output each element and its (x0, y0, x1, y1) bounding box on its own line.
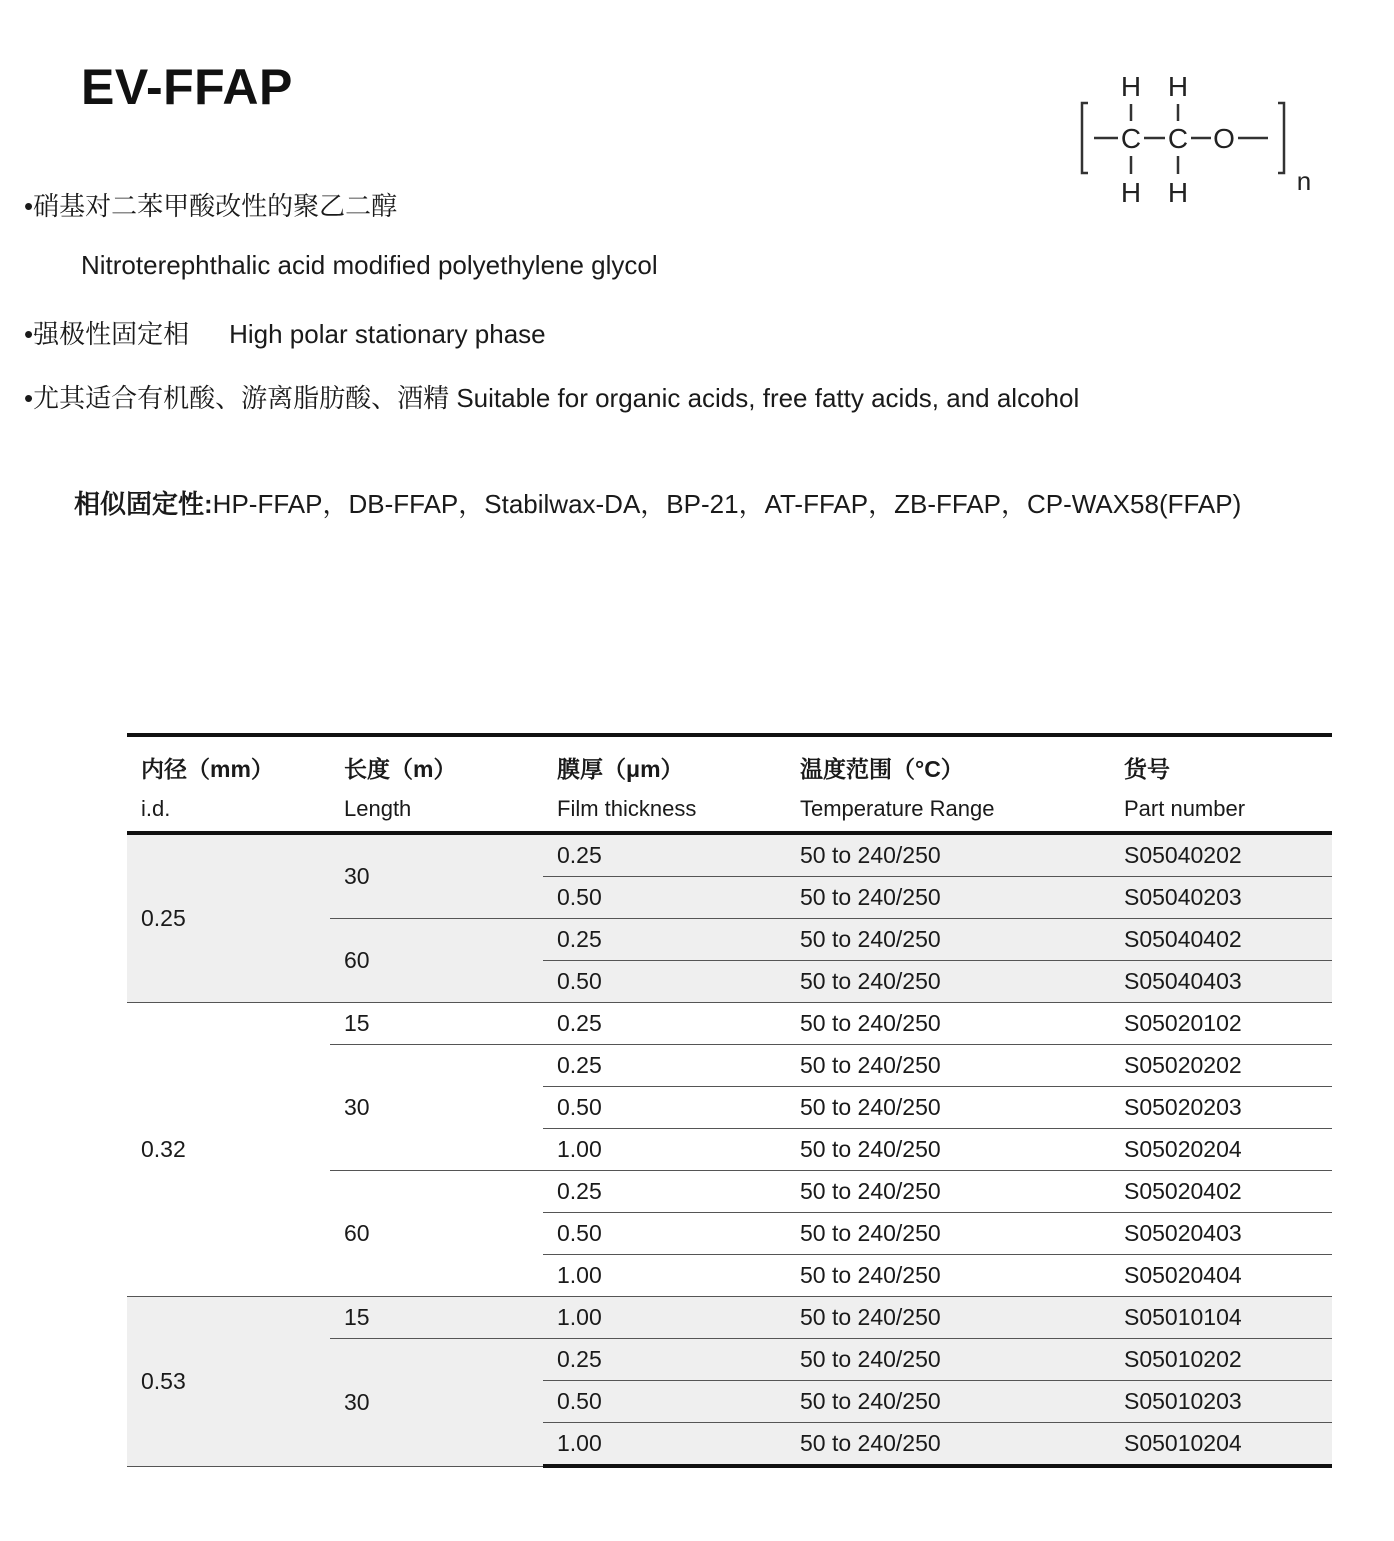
formula-atom: H (1120, 71, 1142, 102)
header-cn: 膜厚（μm） (557, 756, 684, 782)
length-cell: 60 (330, 919, 543, 1003)
part-cell: S05020204 (1110, 1129, 1332, 1171)
table-row (127, 1003, 1332, 1045)
formula-atom: C (1167, 123, 1189, 154)
structural-formula (1068, 66, 1328, 216)
chinese-name: •硝基对二苯甲酸改性的聚乙二醇 (24, 191, 398, 221)
film-cell: 1.00 (543, 1297, 786, 1339)
length-cell: 30 (330, 833, 543, 919)
header-temp (786, 735, 1110, 833)
length-cell: 30 (330, 1045, 543, 1171)
header-en: Part number (1124, 796, 1246, 821)
film-cell: 0.25 (543, 919, 786, 961)
formula-atom: H (1167, 177, 1189, 208)
similar-phases (74, 484, 1241, 521)
header-en: Film thickness (557, 796, 697, 821)
header-en: Length (344, 796, 412, 821)
length-cell: 60 (330, 1171, 543, 1297)
length-cell: 15 (330, 1297, 543, 1339)
part-cell: S05020402 (1110, 1171, 1332, 1213)
film-cell: 1.00 (543, 1129, 786, 1171)
header-en: i.d. (141, 796, 171, 821)
length-cell: 15 (330, 1003, 543, 1045)
temp-cell: 50 to 240/250 (786, 1129, 1110, 1171)
film-cell: 0.25 (543, 1171, 786, 1213)
film-cell: 1.00 (543, 1255, 786, 1297)
temp-cell: 50 to 240/250 (786, 919, 1110, 961)
table-header-row (127, 735, 1332, 833)
header-cn: 长度（m） (344, 756, 457, 782)
temp-cell: 50 to 240/250 (786, 877, 1110, 919)
film-cell: 1.00 (543, 1423, 786, 1467)
part-cell: S05020102 (1110, 1003, 1332, 1045)
film-cell: 0.50 (543, 961, 786, 1003)
header-film (543, 735, 786, 833)
film-cell: 0.50 (543, 877, 786, 919)
film-cell: 0.25 (543, 1045, 786, 1087)
part-cell: S05020403 (1110, 1213, 1332, 1255)
polarity-line (24, 314, 546, 351)
id-cell: 0.25 (127, 833, 330, 1003)
temp-cell: 50 to 240/250 (786, 1339, 1110, 1381)
film-cell: 0.50 (543, 1381, 786, 1423)
part-cell: S05010202 (1110, 1339, 1332, 1381)
header-cn: 货号 (1124, 756, 1170, 782)
similar-values: HP-FFAP，DB-FFAP，Stabilwax-DA，BP-21，AT-FFAP，ZB-FFAP，CP-WAX58(FFAP) (212, 489, 1242, 519)
formula-subscript: n (1296, 166, 1312, 196)
part-cell: S05020202 (1110, 1045, 1332, 1087)
header-en: Temperature Range (800, 796, 995, 821)
formula-atom: H (1167, 71, 1189, 102)
english-name: Nitroterephthalic acid modified polyethylene glycol (81, 250, 658, 280)
film-cell: 0.25 (543, 1339, 786, 1381)
part-cell: S05010204 (1110, 1423, 1332, 1467)
header-part (1110, 735, 1332, 833)
table-row (127, 833, 1332, 877)
part-cell: S05010203 (1110, 1381, 1332, 1423)
temp-cell: 50 to 240/250 (786, 1381, 1110, 1423)
formula-atom: C (1120, 123, 1142, 154)
polarity-cn: •强极性固定相 (24, 319, 190, 349)
page-title: EV-FFAP (81, 59, 293, 115)
temp-cell: 50 to 240/250 (786, 833, 1110, 877)
part-cell: S05040402 (1110, 919, 1332, 961)
length-cell: 30 (330, 1339, 543, 1467)
part-cell: S05040202 (1110, 833, 1332, 877)
temp-cell: 50 to 240/250 (786, 1045, 1110, 1087)
film-cell: 0.25 (543, 833, 786, 877)
film-cell: 0.25 (543, 1003, 786, 1045)
id-cell: 0.53 (127, 1297, 330, 1467)
temp-cell: 50 to 240/250 (786, 1213, 1110, 1255)
film-cell: 0.50 (543, 1087, 786, 1129)
temp-cell: 50 to 240/250 (786, 1003, 1110, 1045)
similar-label: 相似固定性: (74, 489, 213, 519)
temp-cell: 50 to 240/250 (786, 961, 1110, 1003)
part-cell: S05040403 (1110, 961, 1332, 1003)
polarity-en: High polar stationary phase (229, 319, 546, 349)
header-length (330, 735, 543, 833)
temp-cell: 50 to 240/250 (786, 1087, 1110, 1129)
part-cell: S05020404 (1110, 1255, 1332, 1297)
formula-atom: H (1120, 177, 1142, 208)
table-row (127, 1297, 1332, 1339)
part-cell: S05040203 (1110, 877, 1332, 919)
temp-cell: 50 to 240/250 (786, 1255, 1110, 1297)
header-cn: 温度范围（°C） (800, 756, 964, 782)
id-cell: 0.32 (127, 1003, 330, 1297)
temp-cell: 50 to 240/250 (786, 1297, 1110, 1339)
header-cn: 内径（mm） (141, 756, 274, 782)
temp-cell: 50 to 240/250 (786, 1423, 1110, 1467)
suitable-line: •尤其适合有机酸、游离脂肪酸、酒精 Suitable for organic acids, free fatty acids, and alcohol (24, 383, 1080, 413)
part-cell: S05020203 (1110, 1087, 1332, 1129)
part-cell: S05010104 (1110, 1297, 1332, 1339)
temp-cell: 50 to 240/250 (786, 1171, 1110, 1213)
film-cell: 0.50 (543, 1213, 786, 1255)
header-id (127, 735, 330, 833)
product-table (127, 733, 1332, 1468)
formula-atom: O (1213, 123, 1235, 154)
